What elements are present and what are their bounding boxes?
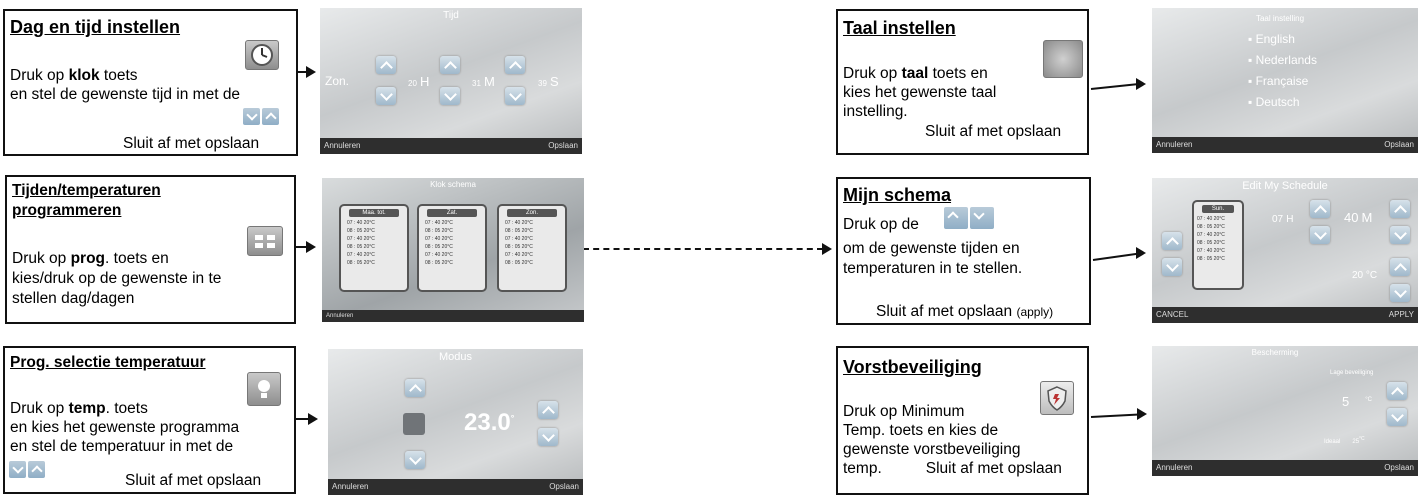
day-down-button[interactable]	[376, 87, 396, 105]
dashed-connector	[583, 248, 823, 250]
minute-down-button[interactable]	[1390, 226, 1410, 244]
schedule-row: 07 : 40 20°C	[425, 220, 453, 226]
arrow-head	[1136, 247, 1146, 259]
cancel-button[interactable]: Annuleren	[1156, 463, 1193, 472]
schedule-card[interactable]	[339, 204, 409, 292]
card-day: Maa. tot.	[349, 209, 399, 217]
chevron-down-icon	[243, 108, 260, 125]
language-icon[interactable]	[1043, 40, 1083, 78]
instruction-line: Druk op klok toets	[10, 67, 138, 84]
schedule-row: 07 : 40 20°C	[505, 236, 533, 242]
instruction-line: temp. Sluit af met opslaan	[843, 460, 1062, 477]
screen-edit-schedule	[1152, 178, 1418, 323]
hour-up-button[interactable]	[1310, 200, 1330, 218]
card-day: Zat.	[427, 209, 477, 217]
schedule-row: 08 : 05 20°C	[505, 260, 533, 266]
box-title: Tijden/temperaturen	[12, 182, 161, 199]
schedule-row: 07 : 40 20°C	[505, 220, 533, 226]
temp-value: 20 °C	[1352, 270, 1378, 281]
schedule-row: 08 : 05 20°C	[505, 244, 533, 250]
arrow-head	[308, 413, 318, 425]
schedule-row: 07 : 40 20°C	[1197, 216, 1225, 222]
mode-up-button[interactable]	[405, 379, 425, 397]
schedule-row: 07 : 40 20°C	[425, 236, 453, 242]
day-up-button[interactable]	[1162, 232, 1182, 250]
temp-up-button[interactable]	[1390, 258, 1410, 276]
minute-up-button[interactable]	[1390, 200, 1410, 218]
instruction-line: temperaturen in te stellen.	[843, 260, 1023, 277]
instruction-line: Druk op temp. toets	[10, 400, 148, 417]
box-title: Taal instellen	[843, 18, 956, 38]
schedule-row: 08 : 05 20°C	[347, 244, 375, 250]
box-title: Dag en tijd instellen	[10, 17, 181, 37]
save-button[interactable]: Opslaan	[1384, 140, 1414, 149]
mode-icon	[403, 413, 425, 435]
temp-up-button[interactable]	[538, 401, 558, 419]
instruction-line: instelling.	[843, 103, 908, 120]
temperature-value: 23.0°	[464, 409, 515, 436]
instruction-line: Druk op Minimum	[843, 403, 965, 420]
box-title: Prog. selectie temperatuur	[10, 354, 206, 371]
day-up-button[interactable]	[376, 56, 396, 74]
arrow-buttons	[243, 107, 281, 126]
screen-bottom-bar	[322, 310, 584, 322]
arrow-head	[1136, 78, 1146, 90]
instruction-line: om de gewenste tijden en	[843, 240, 1020, 257]
close-text: Sluit af met opslaan (apply)	[876, 303, 1054, 320]
chevron-up-icon	[944, 207, 968, 229]
language-option[interactable]: ▪ Nederlands	[1248, 53, 1317, 67]
screen-title: Edit My Schedule	[1242, 180, 1328, 192]
temp-down-button[interactable]	[538, 428, 558, 446]
schedule-row: 07 : 40 20°C	[347, 220, 375, 226]
screen-modus	[328, 349, 583, 495]
schedule-row: 07 : 40 20°C	[505, 252, 533, 258]
chevron-down-icon	[9, 461, 26, 478]
language-option[interactable]: ▪ English	[1248, 32, 1295, 46]
instruction-line: gewenste vorstbeveiliging	[843, 441, 1021, 458]
box-mijn-schema	[836, 177, 1091, 325]
save-button[interactable]: Opslaan	[548, 141, 578, 150]
schedule-row: 08 : 05 20°C	[425, 260, 453, 266]
screen-taal	[1152, 8, 1418, 153]
cancel-button[interactable]: Annuleren	[326, 313, 354, 319]
box-title: Vorstbeveiliging	[843, 357, 982, 377]
close-text: Sluit af met opslaan	[925, 123, 1062, 140]
temp-icon[interactable]	[247, 372, 281, 406]
temp-down-button[interactable]	[1390, 284, 1410, 302]
arrow-head	[306, 241, 316, 253]
box-vorstbeveiliging	[836, 346, 1089, 495]
instruction-line: kies/druk op de gewenste in te	[12, 270, 222, 287]
setting-label: Lage beveiliging	[1330, 370, 1374, 376]
screen-bottom-bar	[1152, 137, 1418, 153]
box-dag-en-tijd	[3, 9, 298, 156]
day-down-button[interactable]	[1162, 258, 1182, 276]
arrow-line	[1091, 83, 1138, 90]
hour-up-button[interactable]	[440, 56, 460, 74]
chevron-up-icon	[28, 461, 45, 478]
apply-button[interactable]: APPLY	[1388, 310, 1414, 319]
schedule-row: 07 : 40 20°C	[347, 252, 375, 258]
save-button[interactable]: Opslaan	[1384, 463, 1414, 472]
card-day: Zon.	[507, 209, 557, 217]
save-button[interactable]: Opslaan	[549, 482, 579, 491]
clock-icon[interactable]	[245, 40, 279, 70]
arrow-line	[1093, 253, 1138, 261]
screen-title: Klok schema	[430, 180, 476, 189]
schedule-row: 08 : 05 20°C	[347, 228, 375, 234]
schedule-card[interactable]	[1192, 200, 1244, 290]
close-text: Sluit af met opslaan	[123, 135, 260, 152]
instruction-line: Druk op prog. toets en	[12, 250, 169, 267]
arrow-head	[1137, 408, 1147, 420]
language-option[interactable]: ▪ Française	[1248, 74, 1309, 88]
screen-bescherming	[1152, 346, 1418, 476]
cancel-button[interactable]: Annuleren	[324, 141, 361, 150]
box-tijden-temperaturen	[5, 175, 296, 324]
schedule-row: 08 : 05 20°C	[425, 244, 453, 250]
screen-title: Taal instelling	[1255, 14, 1305, 23]
screen-title: Bescherming	[1251, 348, 1299, 357]
instruction-line: en stel de temperatuur in met de	[10, 438, 234, 455]
hour-down-button[interactable]	[1310, 226, 1330, 244]
schedule-row: 07 : 40 20°C	[1197, 248, 1225, 254]
box-taal-instellen	[836, 9, 1089, 155]
hour-value: 20 H	[408, 74, 430, 89]
second-value: 39 S	[538, 74, 559, 89]
schedule-card[interactable]	[497, 204, 567, 292]
arrow-line	[1091, 413, 1139, 418]
schedule-row: 07 : 40 20°C	[1197, 232, 1225, 238]
minute-value: 31 M	[472, 74, 495, 89]
chevron-up-icon	[262, 108, 279, 125]
minute-down-button[interactable]	[505, 87, 525, 105]
mode-down-button[interactable]	[405, 451, 425, 469]
ideal-label: Ideaal $25^{^\circ C}$	[1324, 436, 1365, 445]
schedule-row: 08 : 05 20°C	[347, 260, 375, 266]
screen-klok-schema	[322, 178, 584, 322]
card-day: Sun.	[1202, 205, 1234, 213]
value-up-button[interactable]	[1387, 382, 1407, 400]
instruction-line: en stel de gewenste tijd in met de	[10, 86, 241, 103]
instruction-line: Druk op de	[843, 216, 919, 233]
schedule-row: 07 : 40 20°C	[347, 236, 375, 242]
schedule-row: 08 : 05 20°C	[425, 228, 453, 234]
screen-title: Modus	[438, 351, 473, 363]
prog-icon[interactable]	[247, 226, 283, 256]
hour-value: 07 H	[1272, 214, 1294, 225]
chevron-down-icon	[970, 207, 994, 229]
cancel-button[interactable]: Annuleren	[332, 482, 369, 491]
arrow-buttons	[9, 460, 47, 479]
schedule-row: 07 : 40 20°C	[425, 252, 453, 258]
screen-title: Tijd	[443, 10, 459, 21]
schedule-row: 08 : 05 20°C	[505, 228, 533, 234]
minute-up-button[interactable]	[505, 56, 525, 74]
schedule-card[interactable]	[417, 204, 487, 292]
schedule-row: 08 : 05 20°C	[1197, 240, 1225, 246]
box-prog-selectie	[3, 346, 296, 494]
instruction-line: kies het gewenste taal	[843, 84, 997, 101]
screen-bottom-bar	[1152, 460, 1418, 476]
schedule-row: 08 : 05 20°C	[1197, 256, 1225, 262]
arrow-buttons	[944, 207, 996, 229]
screen-bottom-bar	[328, 479, 583, 495]
screen-bottom-bar	[320, 138, 582, 154]
arrow-head	[306, 66, 316, 78]
close-text: Sluit af met opslaan	[125, 472, 262, 489]
day-value: Zon.	[325, 74, 350, 88]
instruction-line: en kies het gewenste programma	[10, 419, 240, 436]
value-down-button[interactable]	[1387, 408, 1407, 426]
setting-value: 5 $^{^\circ C}$	[1342, 394, 1372, 409]
schedule-row: 08 : 05 20°C	[1197, 224, 1225, 230]
screen-bottom-bar	[1152, 307, 1418, 323]
box-title: programmeren	[12, 202, 122, 219]
cancel-button[interactable]: CANCEL	[1156, 310, 1189, 319]
shield-icon[interactable]	[1040, 381, 1074, 415]
arrow-head	[822, 243, 832, 255]
minute-value: 40 M	[1344, 210, 1373, 225]
hour-down-button[interactable]	[440, 87, 460, 105]
language-option[interactable]: ▪ Deutsch	[1248, 95, 1300, 109]
box-title: Mijn schema	[843, 185, 952, 205]
screen-tijd	[320, 8, 582, 154]
instruction-line: stellen dag/dagen	[12, 290, 135, 307]
instruction-line: Temp. toets en kies de	[843, 422, 999, 439]
instruction-line: Druk op taal toets en	[843, 65, 988, 82]
cancel-button[interactable]: Annuleren	[1156, 140, 1193, 149]
